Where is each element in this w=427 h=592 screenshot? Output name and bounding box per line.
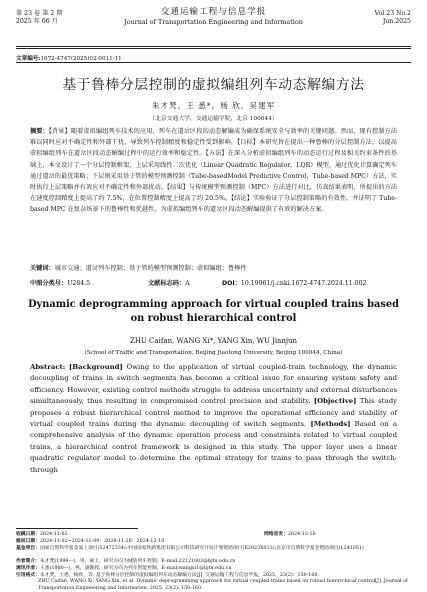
footnote-rule xyxy=(16,528,138,529)
affiliation-cn: （北京交通大学，交通运输学院，北京 100044） xyxy=(149,116,278,122)
corresponding-text: 王悉(1980—)，男，副教授，研究方向为列车智能控制。E-mail:wangxi1@bjtu.edu.cn xyxy=(40,566,232,571)
title-cn: 基于鲁棒分层控制的虚拟编组列车动态解编方法 xyxy=(62,77,365,93)
doi-label: DOI： xyxy=(222,280,241,287)
footnote-funding xyxy=(16,545,411,552)
header-rule-top xyxy=(16,46,411,47)
fund-label: 基金项目： xyxy=(16,545,40,551)
abstract-en-background-text: Owing to the application of virtual coupled-train technology, the dynamic decoupling of trains in switch segments has become a critical issue for ensuring system safety and efficiency. However, existing control methods struggle to address uncertainty and external disturbances simultaneously, thus resulting in compromised control precision and stability. xyxy=(30,363,397,406)
header-right xyxy=(375,10,411,26)
abstract-en-methods-text: Based on a comprehensive analysis of the dynamic operation process and constraints related to virtual coupled trains, a hierarchical control framework is designed in this study. The upper layer uses a linear quadratic regulator model to determine the optimal strategy for trains to pass through the switch-through xyxy=(30,420,397,474)
journal-name-cn: 交通运输工程与信息学报 xyxy=(160,7,267,17)
citation-label: 引用格式： xyxy=(16,572,40,578)
meta-rule xyxy=(16,62,411,63)
doi-value: 10.19961/j.cnki.1672-4747.2024.11.002 xyxy=(240,280,367,287)
header-volume: Vol.23 No.2 xyxy=(374,10,411,17)
abstract-cn-text: 【背景】随着虚拟编组列车技术的应用，列车在道岔区段的动态解编成为确保系统安全与效率的关键问题。然而，现有控制方法难以同时应对不确定性和外部干扰，导致列车控制精度和稳定性受到影响。【目标】本研究旨在提出一种鲁棒的分层控制方法，以提高虚拟编组列车在道岔区段动态解编过程中的运行效率和稳定性。【方法】在深入分析虚拟编组列车的动态运行过程及相关约束条件的基础上，本文设计了一个分层控制框架，上层采用线性二次优化（Linear Quadratic Regulator，LQR）模型，通过优化计算确定列车通过道岔的最优策略；下层则采用基于管的模型预测控制（Tube-basedModel Predictive Control，Tube-based MPC）方法，实时执行上层策略并有效应对不确定性和外部扰动。【结果】与传统模型预测控制（MPC）方法进行对比，仿真结果表明，所提出的方法在速度控制精度上提高了约 7.5%，在位置控制精度上提高了约 20.5%。【结论】实验验证了分层控制策略的有效性，并证明了 Tube-based MPC 在复杂场景下的鲁棒性和优越性，为虚拟编组列车的道岔区段动态解编提供了有效的解决方案。 xyxy=(30,128,397,214)
abstract-en-objective-label: [Objective] xyxy=(313,397,357,406)
corresponding-label: 通讯作者： xyxy=(16,565,40,571)
journal-name-en: Journal of Transportation Engineering and Information xyxy=(124,18,303,26)
header-issue: 第 23 卷 第 2 期 xyxy=(16,10,63,17)
author-bio-text: 朱才梵(1999—)，男，硕士，研究方向为城轨列车控制。E-mail:22121002@bjtu.edu.cn xyxy=(40,559,236,564)
article-number-value: 1672-4747(2025)02-0011-11 xyxy=(40,56,122,62)
header-date-en: Jun.2025 xyxy=(382,18,411,25)
header-date: 2025 年 06 月 xyxy=(16,18,58,25)
fund-text: 国家自然科学基金面上项目(52472334);中国国家铁路集团有限公司科技研究开发计划资助项目(K2023X013);北京市自然科学基金资助项目(L241051) xyxy=(40,546,364,551)
abstract-cn-label: 摘要： xyxy=(30,128,49,135)
online-label: 网络首发： xyxy=(264,531,288,537)
citation-cn: 朱才梵，王悉，杨欣，等. 基于鲁棒分层控制的虚拟编组列车动态解编方法[J]. 交通运输工程与信息学报，2025，23(2)：150-160. xyxy=(40,573,319,578)
footnote-citation xyxy=(16,572,411,592)
authors-en: ZHU Caifan, WANG Xi*, YANG Xin, WU Jianjun xyxy=(129,337,298,345)
article-number-label: 文章编号: xyxy=(16,56,41,62)
keywords-cn-text: 城市交通；道岔列车控制；基于管的模型预测控制；虚拟编组；鲁棒性 xyxy=(54,265,247,272)
clc-value: U284.5 xyxy=(67,280,91,287)
document-code xyxy=(148,278,222,287)
doi xyxy=(222,278,366,287)
document-code-value: A xyxy=(185,280,190,287)
abstract-en-label: Abstract: xyxy=(30,363,66,371)
title-en: Dynamic deprogramming approach for virtual coupled trains based on robust hierarchical control xyxy=(28,299,399,324)
running-header xyxy=(16,4,411,44)
abstract-en xyxy=(30,362,397,476)
received-label: 收稿日期： xyxy=(16,531,40,537)
authors-cn: 朱才梵，王 悉*，杨 欣，吴建军 xyxy=(151,101,276,110)
document-code-label: 文献标志码： xyxy=(148,280,186,287)
abstract-cn xyxy=(30,126,397,216)
revised-label: 修回日期： xyxy=(16,538,40,544)
clc-label: 中图分类号： xyxy=(30,280,68,287)
header-rule-bottom xyxy=(16,48,411,49)
article-number xyxy=(16,54,122,62)
clc-code xyxy=(30,278,148,287)
citation-en: ZHU Caifan, WANG Xi, YANG Xin, et al. Dynamic deprogramming approach for virtual coupled trains based on robust hierarchical control[J]. Journal of Transportation Engineering and Information, 2025, 23(2): 150-160. xyxy=(38,579,408,591)
keywords-cn xyxy=(30,264,397,274)
classification-row xyxy=(30,278,397,287)
revised-value: 2024-11-02~2024-11-09；2024-11-26；2024-12-10 xyxy=(40,539,165,544)
abstract-en-background-label: [Background] xyxy=(69,363,123,371)
abstract-en-objective-text: This study proposes a robust hierarchical control method to improve the operational efficiency and stability of virtual coupled trains during the dynamic decoupling of switch segments. xyxy=(30,397,397,429)
received-value: 2024-11-02 xyxy=(40,532,68,537)
author-bio-label: 作者简介： xyxy=(16,558,40,564)
online-value: 2024-12-16 xyxy=(288,532,316,537)
abstract-en-methods-label: [Methods] xyxy=(310,420,351,429)
keywords-cn-label: 关键词： xyxy=(30,265,55,272)
header-center xyxy=(16,6,411,26)
affiliation-en: (School of Traffic and Transportation, Beijing Jiaotong University, Beijing 100044, China) xyxy=(84,350,343,356)
